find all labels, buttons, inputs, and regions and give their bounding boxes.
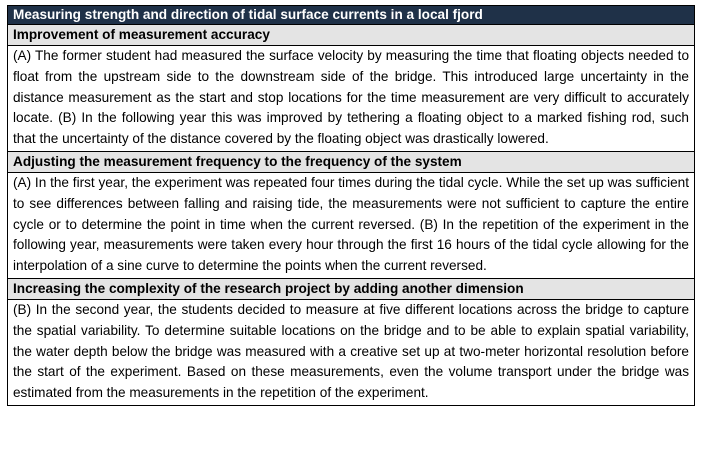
section-heading-complexity: Increasing the complexity of the research project by adding another dimension bbox=[8, 279, 694, 300]
research-improvements-table bbox=[7, 5, 695, 406]
section-heading-accuracy: Improvement of measurement accuracy bbox=[8, 25, 694, 46]
section-body-accuracy: (A) The former student had measured the surface velocity by measuring the time that floating objects needed to float from the upstream side to the downstream side of the bridge. This introduced large uncertainty in the distance measurement as the start and stop locations for the time measurement are very difficult to accurately locate. (B) In the following year this was improved by tethering a floating object to a marked fishing rod, such that the uncertainty of the distance covered by the floating object was drastically lowered. bbox=[8, 46, 694, 152]
section-body-frequency: (A) In the first year, the experiment was repeated four times during the tidal cycle. While the set up was sufficient to see differences between falling and raising tide, the measurements were not sufficient to capture the entire cycle or to determine the point in time when the current reversed. (B) In the repetition of the experiment in the following year, measurements were taken every hour through the first 16 hours of the tidal cycle allowing for the interpolation of a sine curve to determine the points when the current reversed. bbox=[8, 173, 694, 279]
section-body-complexity: (B) In the second year, the students decided to measure at five different locations across the bridge to capture the spatial variability. To determine suitable locations on the bridge and to be able to explain spatial variability, the water depth below the bridge was measured with a creative set up at two-meter horizontal resolution before the start of the experiment. Based on these measurements, even the volume transport under the bridge was estimated from the measurements in the repetition of the experiment. bbox=[13, 301, 689, 401]
section-heading-frequency: Adjusting the measurement frequency to the frequency of the system bbox=[8, 152, 694, 173]
table-title: Measuring strength and direction of tidal surface currents in a local fjord bbox=[8, 6, 694, 25]
